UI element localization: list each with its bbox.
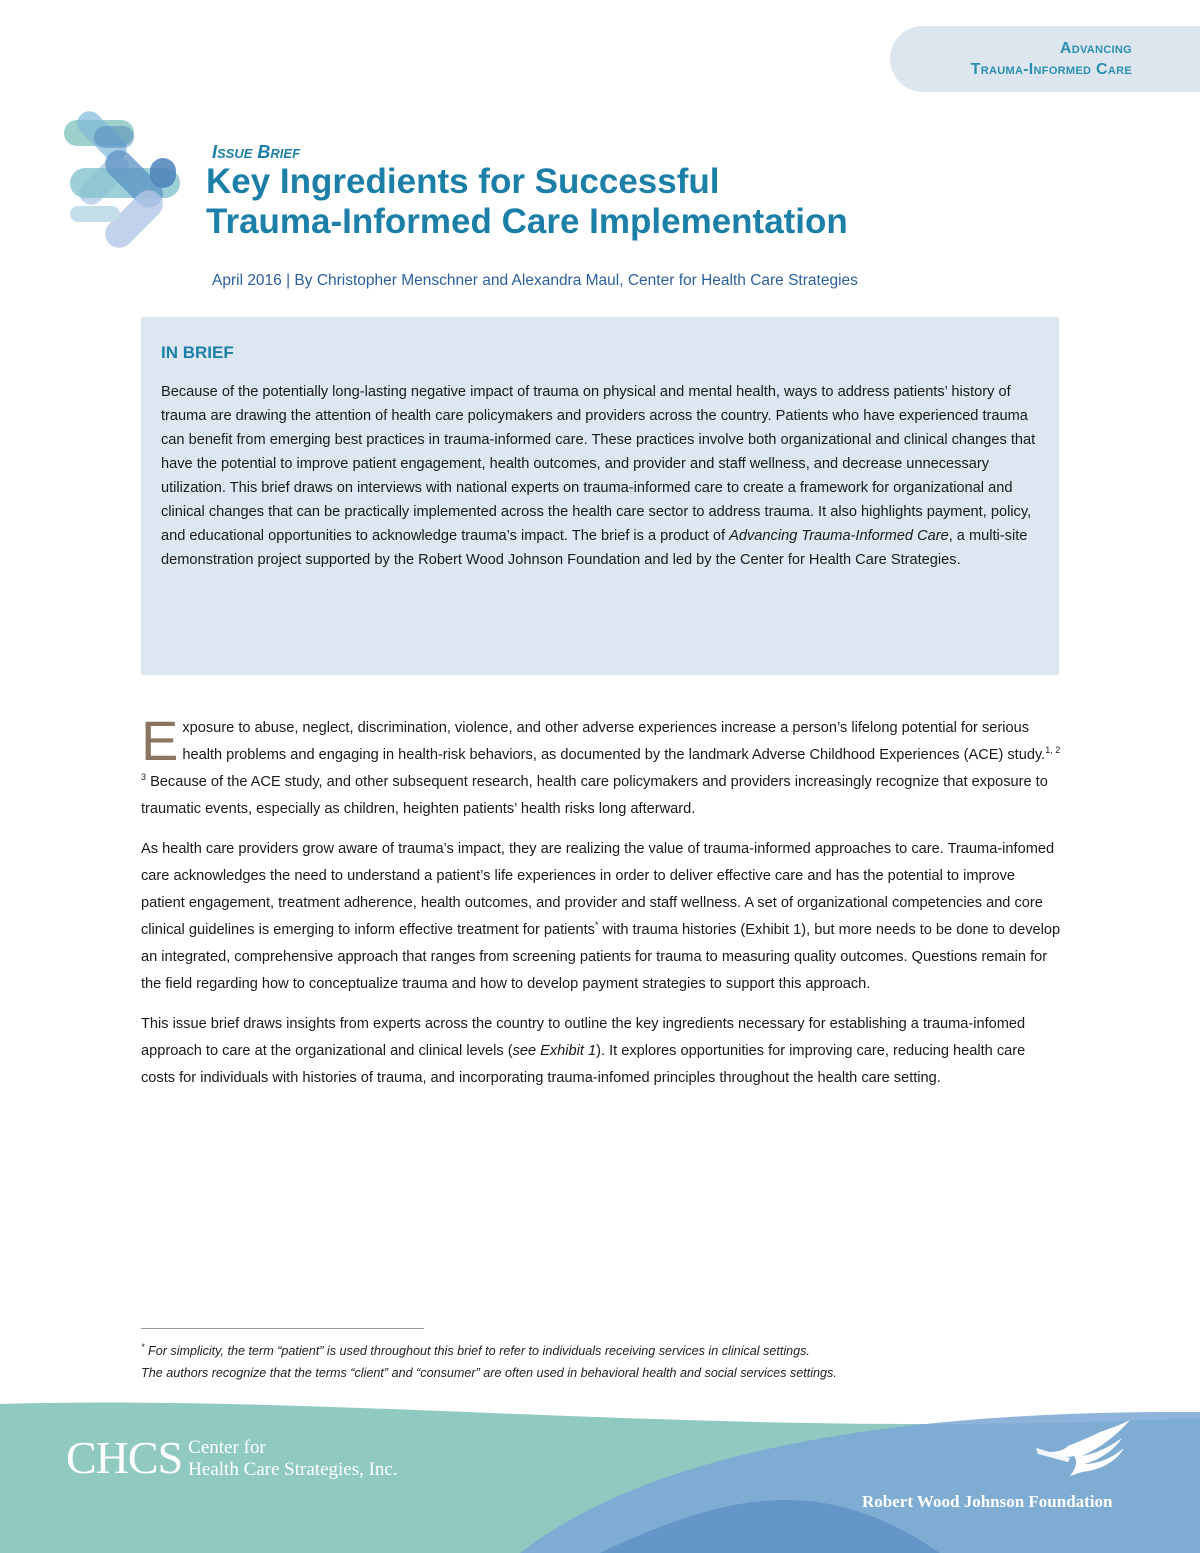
footnote-divider (141, 1328, 424, 1329)
title-line-1: Key Ingredients for Successful (206, 162, 720, 201)
in-brief-text-1: Because of the potentially long-lasting negative impact of trauma on physical and mental health, ways to address patients’ history of trauma are drawing the attention of health care policymakers and providers across the country. Patients who have experienced trauma can benefit from emerging best practices in trauma-informed care. These practices involve both organizational and clinical changes that have the potential to improve patient engagement, health outcomes, and provider and staff wellness, and decrease unnecessary utilization. This brief draws on interviews with national experts on trauma-informed care to create a framework for organizational and clinical changes that can be practically implemented across the health care sector to address trauma. It also highlights payment, policy, and educational opportunities to acknowledge trauma’s impact. The brief is a product of (161, 384, 1036, 544)
p3-text: This issue brief draws insights from experts across the country to outline the key ingredients necessary for establishing a trauma-infomed approach to care at the organizational and clinical levels ( (141, 1016, 1026, 1059)
p3-text-2: ). It explores opportunities for improving care, reducing health care costs for individuals with histories of trauma, and incorporating trauma-infomed principles throughout the health care setting. (141, 1043, 1026, 1086)
series-line-2: Trauma-Informed Care (970, 61, 1132, 78)
footnote-marker: * (141, 1341, 145, 1352)
body-text (141, 709, 1061, 1105)
in-brief-box (141, 317, 1059, 675)
p2-text: As health care providers grow aware of trauma’s impact, they are realizing the value of trauma-informed approaches to care. Trauma-infomed care acknowledges the need to understand a patient’s life experiences in order to deliver effective care and has the potential to improve patient engagement, treatment adherence, health outcomes, and provider and staff wellness. A set of organizational competencies and core clinical guidelines is emerging to inform effective treatment for patients (141, 841, 1055, 938)
rwjf-name: Robert Wood Johnson Foundation (862, 1492, 1113, 1511)
chcs-name-line-1: Center for (188, 1437, 266, 1458)
title-line-2: Trauma-Informed Care Implementation (206, 202, 848, 241)
series-label (971, 38, 1132, 80)
chcs-mark: CHCS (66, 1432, 183, 1483)
body-paragraph-2 (141, 836, 1061, 998)
footnote-line-2: The authors recognize that the terms “client” and “consumer” are often used in behavioral health and social services settings. (141, 1366, 837, 1380)
chcs-name-line-2: Health Care Strategies, Inc. (188, 1459, 398, 1480)
footnote-text-1: For simplicity, the term “patient” is used throughout this brief to refer to individuals receiving services in clinical settings. (144, 1344, 810, 1358)
drop-cap: E (141, 709, 179, 772)
in-brief-body (161, 380, 1039, 572)
p3-italic: see Exhibit 1 (512, 1043, 597, 1059)
chcs-name (188, 1437, 397, 1481)
footnote-line-1 (141, 1340, 1061, 1362)
p1-text: xposure to abuse, neglect, discrimination, violence, and other adverse experiences increase a person’s lifelong potential for serious health problems and engaging in health-risk behaviors, as documented by the landmark Adverse Childhood Experiences (ACE) study. (182, 720, 1046, 763)
footnotes (141, 1340, 1061, 1384)
p1-text-2: Because of the ACE study, and other subsequent research, health care policymakers and providers increasingly recognize that exposure to traumatic events, especially as children, heighten patients’ health risks long afterward. (141, 774, 1048, 817)
in-brief-text-2: , a multi-site demonstration project supported by the Robert Wood Johnson Foundation and led by the Center for Health Care Strategies. (161, 528, 1028, 568)
body-paragraph-1 (141, 709, 1061, 823)
page-title (206, 162, 848, 242)
body-paragraph-3 (141, 1011, 1061, 1092)
p1-citation: 1, 2 3 (141, 745, 1061, 783)
chcs-logo (66, 1433, 398, 1483)
in-brief-italic: Advancing Trauma-Informed Care (729, 528, 949, 544)
series-line-1: Advancing (1059, 40, 1132, 57)
rwjf-eagle-icon (1030, 1418, 1140, 1488)
chevron-arrows-icon (60, 98, 210, 248)
in-brief-heading: IN BRIEF (161, 343, 234, 362)
issue-brief-label: Issue Brief (212, 142, 301, 162)
p2-footnote-marker: * (594, 920, 599, 931)
byline: April 2016 | By Christopher Menschner and Alexandra Maul, Center for Health Care Strategies (212, 272, 858, 289)
p2-text-2: with trauma histories (Exhibit 1), but more needs to be done to develop an integrated, comprehensive approach that ranges from screening patients for trauma to measuring quality outcomes. Questions remain for the field regarding how to conceptualize trauma and how to develop payment strategies to support this approach. (141, 922, 1061, 992)
